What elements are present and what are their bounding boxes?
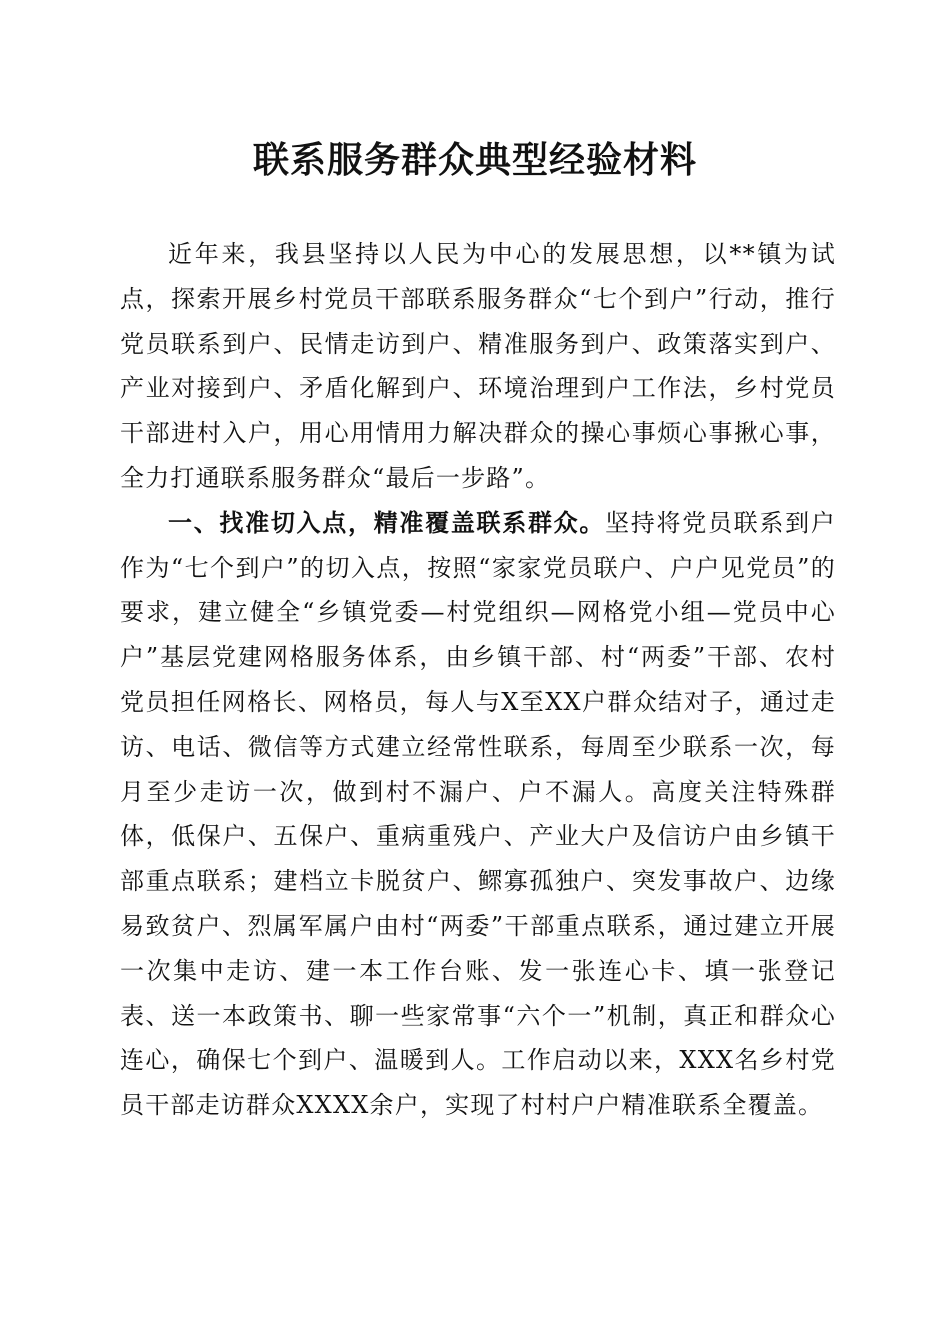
section-1-paragraph [120,501,836,1128]
document-body [120,232,836,1128]
document-title: 联系服务群众典型经验材料 [252,139,697,181]
section-1-heading: 一、找准切入点，精准覆盖联系群众。 [168,508,606,537]
section-1-body: 坚持将党员联系到户作为“七个到户”的切入点，按照“家家党员联户、户户见党员”的要求，建立健全“乡镇党委—村党组织—网格党小组—党员中心户”基层党建网格服务体系，由乡镇干部、村“两委”干部、农村党员担任网格长、网格员，每人与X至XX户群众结对子，通过走访、电话、微信等方式建立经常性联系，每周至少联系一次，每月至少走访一次，做到村不漏户、户不漏人。高度关注特殊群体，低保户、五保户、重病重残户、产业大户及信访户由乡镇干部重点联系；建档立卡脱贫户、鳏寡孤独户、突发事故户、边缘易致贫户、烈属军属户由村“两委”干部重点联系，通过建立开展一次集中走访、建一本工作台账、发一张连心卡、填一张登记表、送一本政策书、聊一些家常事“六个一”机制，真正和群众心连心，确保七个到户、温暖到人。工作启动以来，XXX名乡村党员干部走访群众XXXX余户，实现了村村户户精准联系全覆盖。 [120,508,836,1120]
intro-paragraph: 近年来，我县坚持以人民为中心的发展思想，以**镇为试点，探索开展乡村党员干部联系服务群众“七个到户”行动，推行党员联系到户、民情走访到户、精准服务到户、政策落实到户、产业对接到户、矛盾化解到户、环境治理到户工作法，乡村党员干部进村入户，用心用情用力解决群众的操心事烦心事揪心事，全力打通联系服务群众“最后一步路”。 [120,240,836,492]
